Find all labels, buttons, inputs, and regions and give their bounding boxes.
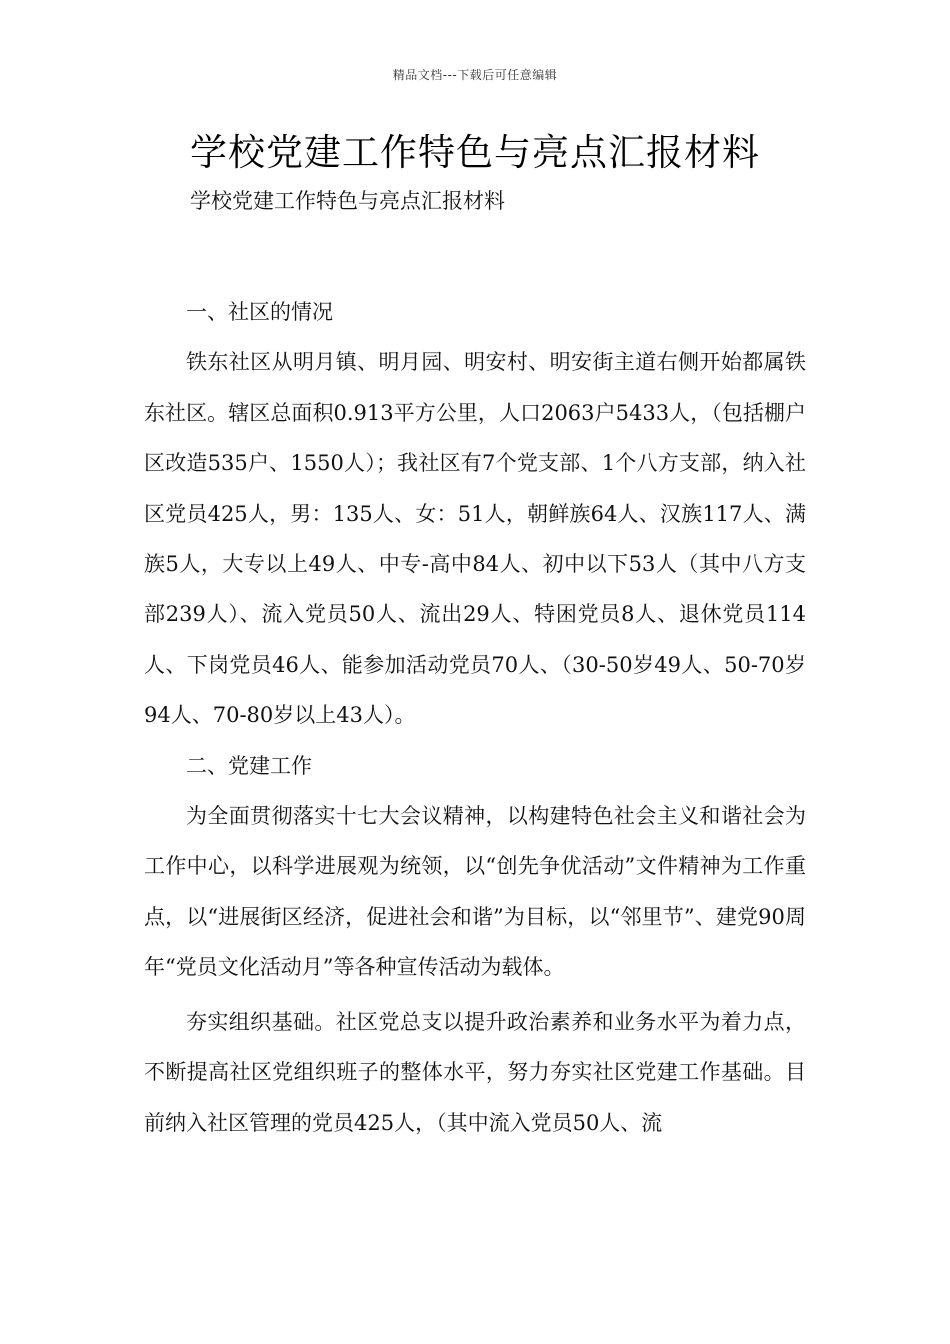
body-paragraph: 夯实组织基础。社区党总支以提升政治素养和业务水平为着力点，不断提高社区党组织班子的整体水平，努力夯实社区党建工作基础。目前纳入社区管理的党员425人，（其中流入党员50人、流 <box>144 1009 806 1135</box>
document-body <box>144 287 806 1148</box>
body-paragraph: 铁东社区从明月镇、明月园、明安村、明安街主道右侧开始都属铁东社区。辖区总面积0.913平方公里，人口2063户5433人，（包括棚户区改造535户、1550人）；我社区有7个党支部、1个八方支部，纳入社区党员425人，男：135人、女：51人，朝鲜族64人、汉族117人、满族5人，大专以上49人、中专-高中84人、初中以下53人（其中八方支部239人）、流入党员50人、流出29人、特困党员8人、退休党员114人、下岗党员46人、能参加活动党员70人、（30-50岁49人、50-70岁94人、70-80岁以上43人）。 <box>144 350 806 728</box>
document-title: 学校党建工作特色与亮点汇报材料 <box>190 131 760 174</box>
header-note: 精品文档---下载后可任意编辑 <box>392 68 558 82</box>
section-heading: 二、党建工作 <box>186 753 312 778</box>
body-paragraph: 为全面贯彻落实十七大会议精神，以构建特色社会主义和谐社会为工作中心，以科学进展观为统领，以“创先争优活动”文件精神为工作重点，以“进展街区经济，促进社会和谐”为目标，以“邻里节”、建党90周年“党员文化活动月”等各种宣传活动为载体。 <box>144 804 806 980</box>
section-heading: 一、社区的情况 <box>186 300 333 324</box>
document-subtitle: 学校党建工作特色与亮点汇报材料 <box>190 189 505 213</box>
